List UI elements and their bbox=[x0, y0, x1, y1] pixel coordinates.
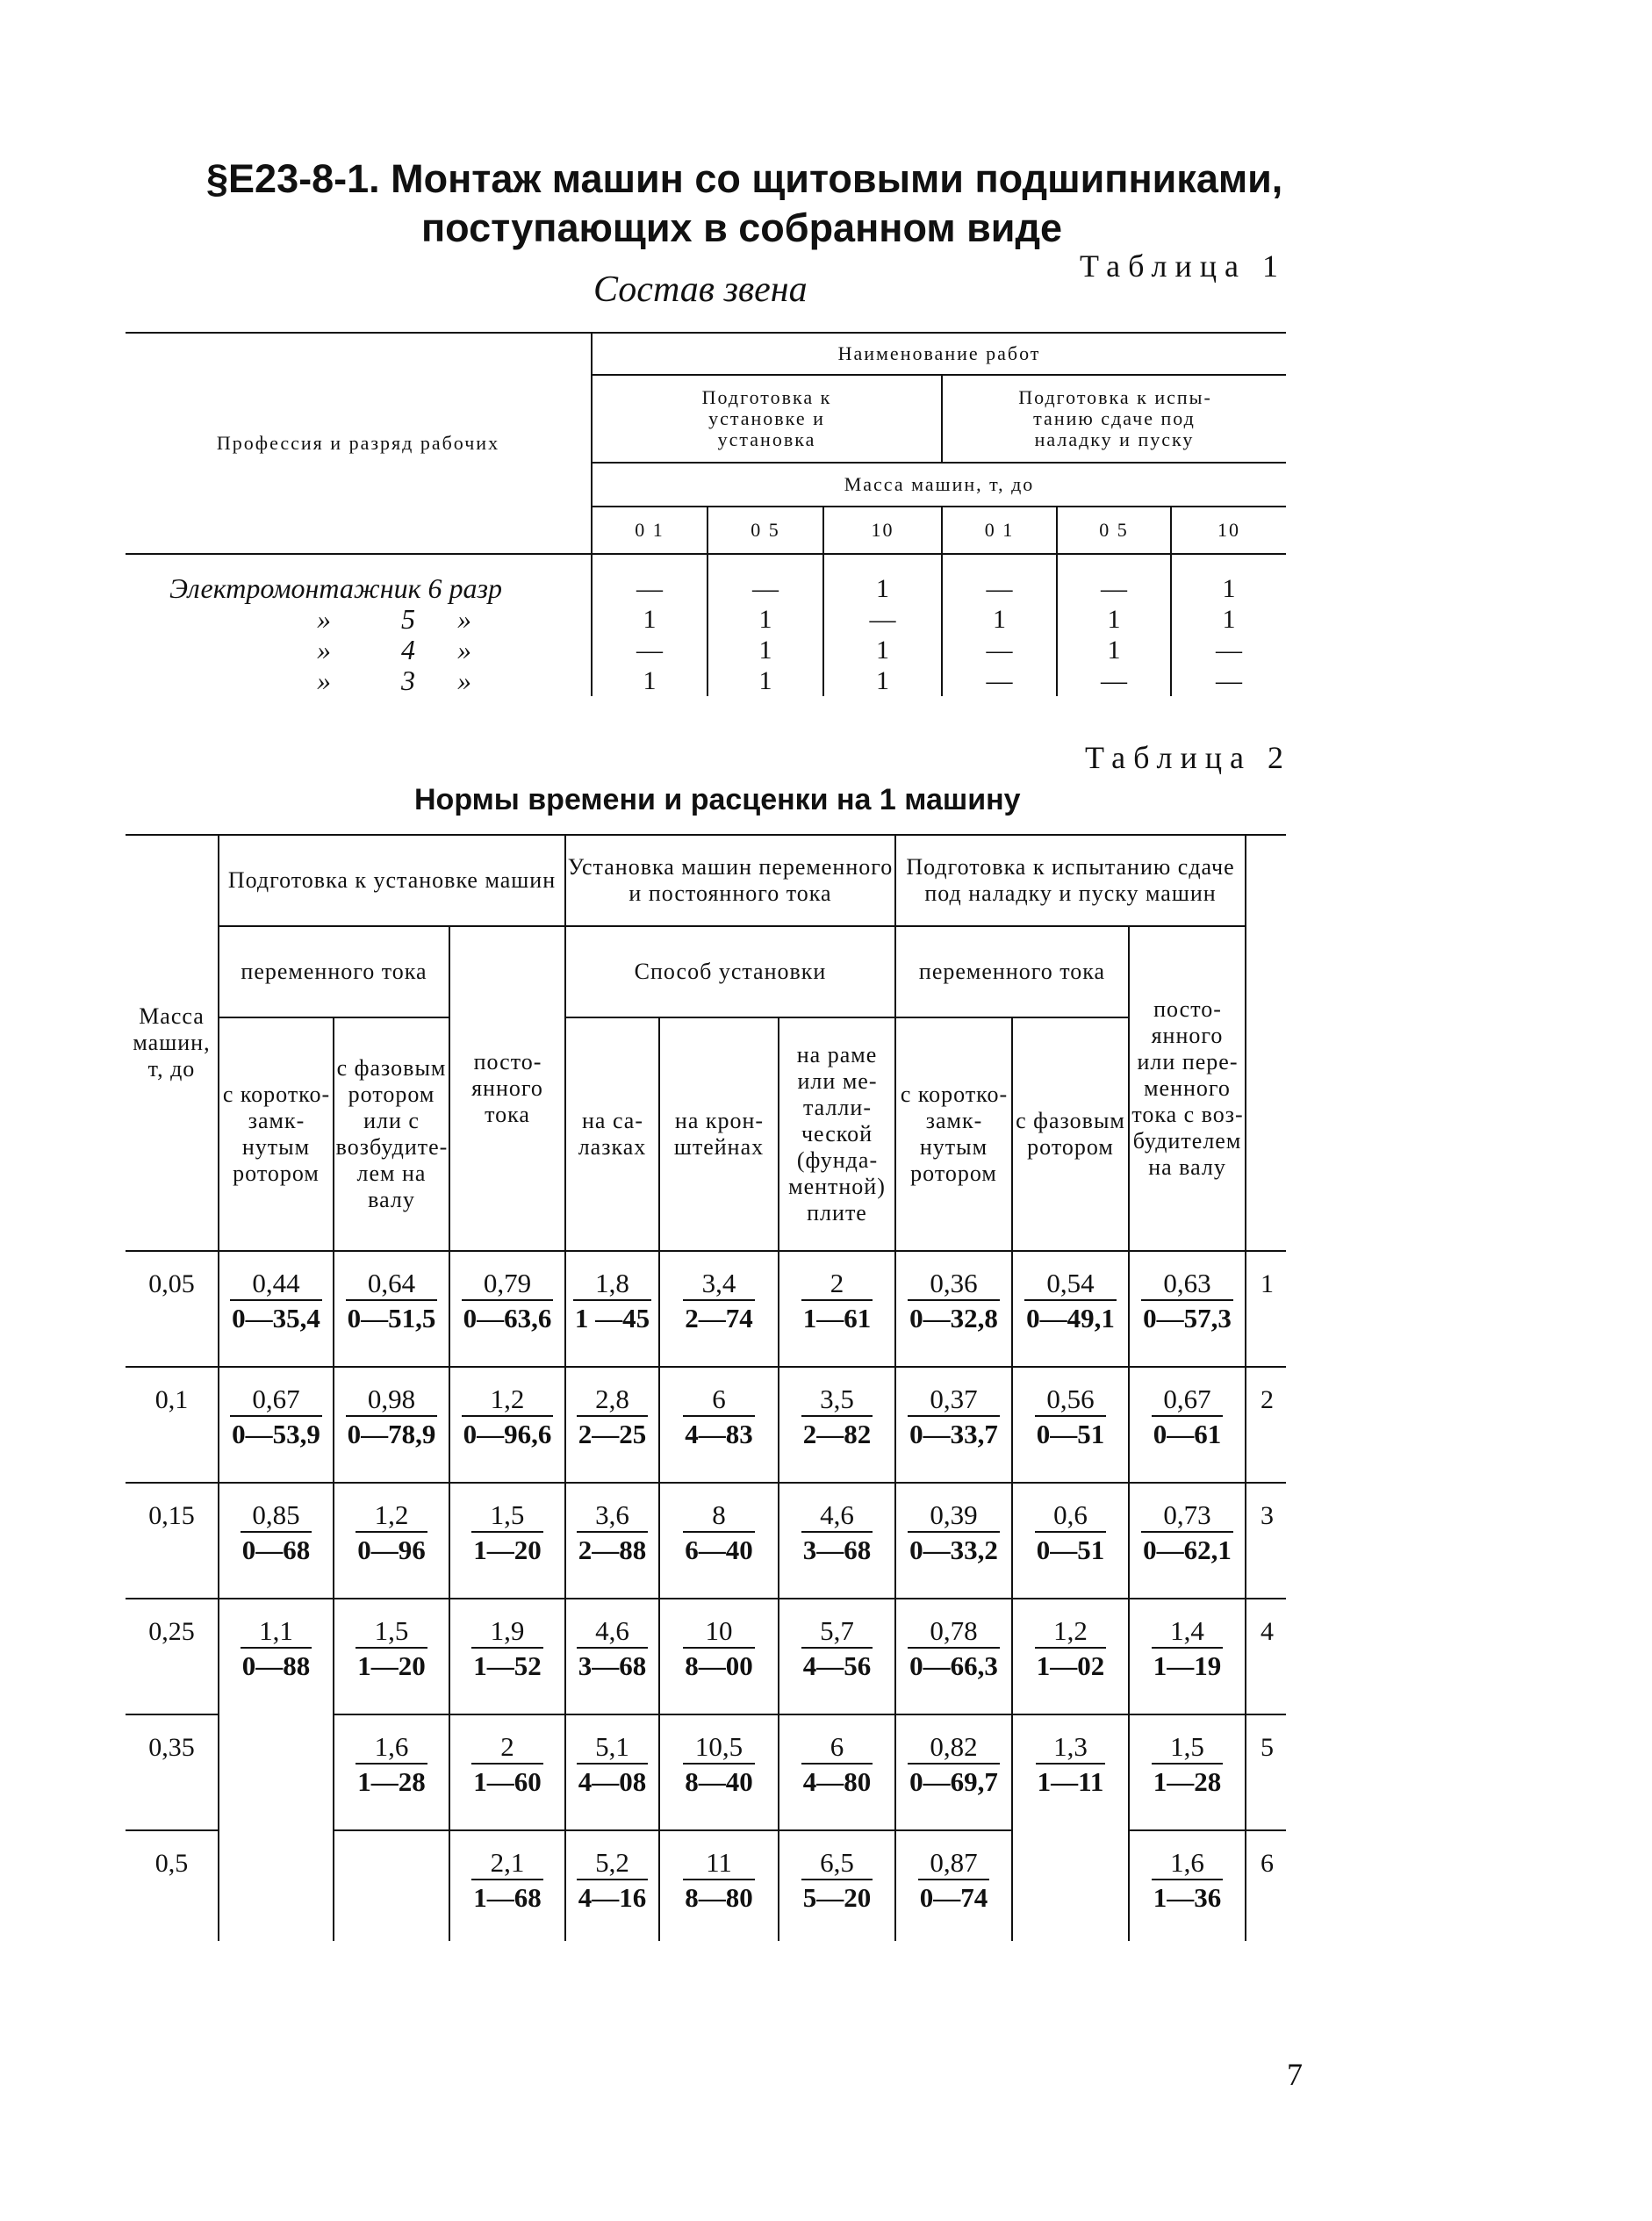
norm-rate bbox=[683, 1268, 755, 1336]
table1-label: Таблица 1 bbox=[1080, 248, 1286, 284]
crew-count: — bbox=[1057, 573, 1171, 604]
norm-rate bbox=[356, 1499, 427, 1568]
table-row bbox=[126, 1367, 1286, 1483]
rate: 0—74 bbox=[919, 1882, 988, 1913]
rate: 0—69,7 bbox=[909, 1766, 998, 1797]
time-norm: 0,54 bbox=[1024, 1268, 1117, 1301]
time-norm: 8 bbox=[683, 1499, 755, 1533]
crew-count: 1 bbox=[592, 604, 707, 635]
rate: 1—02 bbox=[1036, 1650, 1105, 1681]
crew-count: — bbox=[1171, 665, 1286, 696]
norm-rate bbox=[577, 1384, 649, 1452]
rate: 0—66,3 bbox=[909, 1650, 998, 1681]
crew-count: 1 bbox=[942, 604, 1057, 635]
rate: 0—51 bbox=[1036, 1419, 1105, 1449]
time-norm: 0,73 bbox=[1141, 1499, 1233, 1533]
rate: 1—68 bbox=[473, 1882, 542, 1913]
skids-header: на салазках bbox=[565, 1017, 659, 1251]
group-prep-test-header: Подготовка к испытанию сдаче под наладку и пуску bbox=[942, 375, 1286, 463]
rate: 4—16 bbox=[578, 1882, 647, 1913]
phase-rotor-exciter-header: с фазовым ротором или с возбудителем на валу bbox=[334, 1017, 449, 1251]
norm-rate bbox=[356, 1615, 427, 1684]
time-norm: 1,2 bbox=[462, 1384, 554, 1417]
rate: 0—49,1 bbox=[1026, 1303, 1115, 1333]
crew-count: — bbox=[592, 573, 707, 604]
time-norm: 0,36 bbox=[908, 1268, 1000, 1301]
norm-rate bbox=[462, 1268, 554, 1336]
norm-rate bbox=[1035, 1384, 1107, 1452]
rate: 1—52 bbox=[473, 1650, 542, 1681]
group-prep-install-header: Подготовка к установке и установка bbox=[592, 375, 942, 463]
time-norm: 1,5 bbox=[356, 1615, 427, 1649]
time-norm: 0,37 bbox=[908, 1384, 1000, 1417]
rate: 2—25 bbox=[578, 1419, 647, 1449]
time-norm: 1,6 bbox=[356, 1731, 427, 1765]
time-norm: 0,85 bbox=[241, 1499, 312, 1533]
time-norm: 4,6 bbox=[577, 1615, 649, 1649]
time-norm: 1,5 bbox=[471, 1499, 543, 1533]
rate: 1—60 bbox=[473, 1766, 542, 1797]
norm-rate bbox=[908, 1384, 1000, 1452]
time-norm: 5,1 bbox=[577, 1731, 649, 1765]
mass-value: 0,05 bbox=[126, 1251, 219, 1367]
time-norm: 0,67 bbox=[1152, 1384, 1224, 1417]
time-norm: 2 bbox=[801, 1268, 873, 1301]
prep-test-header: Подготовка к испытанию сдаче под наладку и пуску машин bbox=[895, 835, 1246, 926]
norm-rate bbox=[577, 1731, 649, 1800]
crew-count: 1 bbox=[1057, 635, 1171, 665]
crew-count: — bbox=[1057, 665, 1171, 696]
row-number: 1 bbox=[1246, 1251, 1286, 1367]
rate: 0—63,6 bbox=[463, 1303, 552, 1333]
table-row bbox=[126, 1251, 1286, 1367]
norm-rate bbox=[683, 1499, 755, 1568]
norm-rate bbox=[801, 1499, 873, 1568]
crew-count: 1 bbox=[707, 635, 823, 665]
norm-rate bbox=[1141, 1268, 1233, 1336]
norm-rate bbox=[908, 1615, 1000, 1684]
time-norm: 0,67 bbox=[230, 1384, 322, 1417]
time-norm: 1,6 bbox=[1152, 1847, 1224, 1880]
time-norm: 6 bbox=[683, 1384, 755, 1417]
norm-rate bbox=[573, 1268, 651, 1336]
phase-rotor-header: с фазовым ротором bbox=[1012, 1017, 1129, 1251]
norm-rate bbox=[801, 1268, 873, 1336]
time-norm: 1,5 bbox=[1152, 1731, 1224, 1765]
row-number: 5 bbox=[1246, 1714, 1286, 1830]
time-norm: 6 bbox=[801, 1731, 873, 1765]
norm-rate bbox=[241, 1615, 312, 1684]
norm-rate bbox=[471, 1731, 543, 1800]
norm-rate bbox=[1035, 1615, 1107, 1684]
table1-caption: Состав звена bbox=[593, 270, 808, 310]
norm-rate bbox=[918, 1847, 990, 1916]
row-number: 2 bbox=[1246, 1367, 1286, 1483]
profession-cell: » 5 » bbox=[317, 603, 471, 635]
crew-row bbox=[126, 665, 1286, 696]
table2-caption: Нормы времени и расценки на 1 машину bbox=[414, 783, 1021, 816]
rate: 3—68 bbox=[802, 1535, 872, 1565]
rate: 0—51 bbox=[1036, 1535, 1105, 1565]
time-norm: 0,6 bbox=[1035, 1499, 1107, 1533]
rate: 4—56 bbox=[802, 1650, 872, 1681]
crew-count: 1 bbox=[1171, 604, 1286, 635]
profession-cell: » 4 » bbox=[317, 634, 471, 665]
time-norm: 5,2 bbox=[577, 1847, 649, 1880]
time-norm: 0,79 bbox=[462, 1268, 554, 1301]
mass-value: 0,5 bbox=[154, 1849, 189, 1878]
profession-header: Профессия и разряд рабочих bbox=[126, 333, 592, 554]
time-norm: 1,1 bbox=[241, 1615, 312, 1649]
rate: 8—80 bbox=[685, 1882, 753, 1913]
rate: 3—68 bbox=[578, 1650, 647, 1681]
norm-rate bbox=[1152, 1384, 1224, 1452]
time-norm: 0,98 bbox=[346, 1384, 438, 1417]
norm-rate bbox=[801, 1615, 873, 1684]
rate: 0—32,8 bbox=[909, 1303, 998, 1333]
squirrel-cage-header: с короткозамкнутым ротором bbox=[219, 1017, 334, 1251]
rate: 1—28 bbox=[357, 1766, 426, 1797]
mass-value: 0,25 bbox=[126, 1599, 219, 1714]
install-header: Установка машин переменного и постоянного тока bbox=[565, 835, 895, 926]
crew-count: 1 bbox=[707, 604, 823, 635]
rate: 0—35,4 bbox=[232, 1303, 320, 1333]
time-norm: 2,8 bbox=[577, 1384, 649, 1417]
time-norm: 0,44 bbox=[230, 1268, 322, 1301]
rate: 1—20 bbox=[473, 1535, 542, 1565]
table-row bbox=[126, 1830, 1286, 1941]
row-number: 4 bbox=[1246, 1599, 1286, 1714]
mass-value: 0,35 bbox=[126, 1714, 219, 1830]
time-norm: 11 bbox=[683, 1847, 755, 1880]
time-norm: 1,9 bbox=[471, 1615, 543, 1649]
norm-rate bbox=[1035, 1499, 1107, 1568]
profession-cell: Электромонтажник 6 разр bbox=[169, 572, 503, 604]
time-norm: 1,8 bbox=[573, 1268, 651, 1301]
rate: 2—88 bbox=[578, 1535, 647, 1565]
norms-table bbox=[126, 834, 1286, 1941]
norm-rate bbox=[577, 1615, 649, 1684]
norm-rate bbox=[1024, 1268, 1117, 1336]
crew-row bbox=[126, 573, 1286, 604]
time-norm: 1,3 bbox=[1036, 1731, 1106, 1765]
crew-count: — bbox=[823, 604, 942, 635]
time-norm: 4,6 bbox=[801, 1499, 873, 1533]
mass-col-header: 0 1 bbox=[942, 507, 1057, 554]
ac-header: переменного тока bbox=[219, 926, 449, 1017]
time-norm: 0,56 bbox=[1035, 1384, 1107, 1417]
time-norm: 10,5 bbox=[683, 1731, 755, 1765]
rate: 0—62,1 bbox=[1143, 1535, 1232, 1565]
norm-rate bbox=[1152, 1847, 1224, 1916]
row-number: 3 bbox=[1246, 1483, 1286, 1599]
norm-rate bbox=[683, 1847, 755, 1916]
rate: 0—96 bbox=[357, 1535, 426, 1565]
norm-rate bbox=[230, 1384, 322, 1452]
norm-rate bbox=[908, 1499, 1000, 1568]
rate: 2—74 bbox=[685, 1303, 753, 1333]
rate: 0—57,3 bbox=[1143, 1303, 1232, 1333]
profession-cell: » 3 » bbox=[317, 665, 471, 696]
norm-rate bbox=[801, 1847, 873, 1916]
norm-rate bbox=[462, 1384, 554, 1452]
norm-rate bbox=[908, 1731, 1000, 1800]
mass-col-header: 0 5 bbox=[707, 507, 823, 554]
crew-count: — bbox=[942, 635, 1057, 665]
table2-label: Таблица 2 bbox=[1085, 740, 1291, 775]
time-norm: 3,4 bbox=[683, 1268, 755, 1301]
norm-rate bbox=[1152, 1615, 1224, 1684]
crew-count: — bbox=[942, 573, 1057, 604]
time-norm: 5,7 bbox=[801, 1615, 873, 1649]
rate: 8—40 bbox=[685, 1766, 753, 1797]
crew-count: — bbox=[592, 635, 707, 665]
section-title-line-1: §Е23-8-1. Монтаж машин со щитовыми подшипниками, bbox=[206, 156, 1283, 201]
rate: 5—20 bbox=[802, 1882, 872, 1913]
rate: 1 —45 bbox=[574, 1303, 650, 1333]
time-norm: 1,2 bbox=[1035, 1615, 1107, 1649]
time-norm: 2,1 bbox=[471, 1847, 543, 1880]
section-title bbox=[206, 155, 1347, 253]
crew-count: — bbox=[942, 665, 1057, 696]
time-norm: 0,64 bbox=[346, 1268, 438, 1301]
crew-count: — bbox=[1171, 635, 1286, 665]
rate: 1—36 bbox=[1153, 1882, 1222, 1913]
page-number: 7 bbox=[1287, 2057, 1303, 2092]
section-title-line-2: поступающих в собранном виде bbox=[421, 205, 1063, 250]
crew-count: 1 bbox=[592, 665, 707, 696]
time-norm: 1,2 bbox=[356, 1499, 427, 1533]
rate: 1—19 bbox=[1153, 1650, 1222, 1681]
rate: 1—28 bbox=[1153, 1766, 1222, 1797]
mass-value: 0,1 bbox=[126, 1367, 219, 1483]
squirrel-cage2-header: с короткозамкнутым ротором bbox=[895, 1017, 1012, 1251]
mass-header: Масса машин, т, до bbox=[126, 835, 219, 1251]
crew-row bbox=[126, 604, 1286, 635]
rate: 0—53,9 bbox=[232, 1419, 320, 1449]
rate: 0—68 bbox=[241, 1535, 311, 1565]
rate: 0—96,6 bbox=[463, 1419, 552, 1449]
norm-rate bbox=[683, 1731, 755, 1800]
norm-rate bbox=[801, 1384, 873, 1452]
crew-count: 1 bbox=[1171, 573, 1286, 604]
rate: 6—40 bbox=[685, 1535, 753, 1565]
table-row bbox=[126, 1599, 1286, 1714]
rate: 2—82 bbox=[802, 1419, 872, 1449]
norm-rate bbox=[801, 1731, 873, 1800]
table-row bbox=[126, 1714, 1286, 1830]
time-norm: 2 bbox=[471, 1731, 543, 1765]
rate: 0—51,5 bbox=[347, 1303, 436, 1333]
mass-col-header: 0 5 bbox=[1057, 507, 1171, 554]
rate: 1—11 bbox=[1037, 1766, 1104, 1797]
norm-rate bbox=[577, 1499, 649, 1568]
crew-count: 1 bbox=[823, 665, 942, 696]
norm-rate bbox=[346, 1384, 438, 1452]
norm-rate bbox=[241, 1499, 312, 1568]
mass-col-header: 0 1 bbox=[592, 507, 707, 554]
rate: 8—00 bbox=[685, 1650, 753, 1681]
prep-install-header: Подготовка к установке машин bbox=[219, 835, 565, 926]
rate: 0—78,9 bbox=[347, 1419, 436, 1449]
mass-header: Масса машин, т, до bbox=[592, 463, 1286, 507]
time-norm: 3,6 bbox=[577, 1499, 649, 1533]
rate: 0—33,2 bbox=[909, 1535, 998, 1565]
crew-count: — bbox=[707, 573, 823, 604]
crew-count: 1 bbox=[823, 573, 942, 604]
norm-rate bbox=[683, 1615, 755, 1684]
mass-value: 0,15 bbox=[126, 1483, 219, 1599]
rate: 0—33,7 bbox=[909, 1419, 998, 1449]
norm-rate bbox=[1152, 1731, 1224, 1800]
norm-rate bbox=[471, 1615, 543, 1684]
time-norm: 0,87 bbox=[918, 1847, 990, 1880]
time-norm: 0,78 bbox=[908, 1615, 1000, 1649]
crew-count: 1 bbox=[707, 665, 823, 696]
brackets-header: на кронштейнах bbox=[659, 1017, 779, 1251]
works-header: Наименование работ bbox=[592, 333, 1286, 375]
frame-plate-header: на раме или металлической (фундаментной) плите bbox=[779, 1017, 895, 1251]
norm-rate bbox=[577, 1847, 649, 1916]
rate: 4—08 bbox=[578, 1766, 647, 1797]
norm-rate bbox=[1141, 1499, 1233, 1568]
norm-rate bbox=[471, 1499, 543, 1568]
time-norm: 1,4 bbox=[1152, 1615, 1224, 1649]
time-norm: 10 bbox=[683, 1615, 755, 1649]
crew-table bbox=[126, 332, 1286, 696]
norm-rate bbox=[1036, 1731, 1106, 1800]
crew-count: 1 bbox=[1057, 604, 1171, 635]
rate: 1—20 bbox=[357, 1650, 426, 1681]
mass-col-header: 10 bbox=[823, 507, 942, 554]
norm-rate bbox=[230, 1268, 322, 1336]
rate: 0—88 bbox=[241, 1650, 311, 1681]
ac2-header: переменного тока bbox=[895, 926, 1129, 1017]
time-norm: 0,63 bbox=[1141, 1268, 1233, 1301]
mass-col-header: 10 bbox=[1171, 507, 1286, 554]
crew-row bbox=[126, 635, 1286, 665]
rate: 0—61 bbox=[1153, 1419, 1222, 1449]
table-row bbox=[126, 1483, 1286, 1599]
rate: 4—80 bbox=[802, 1766, 872, 1797]
norm-rate bbox=[683, 1384, 755, 1452]
norm-rate bbox=[471, 1847, 543, 1916]
time-norm: 0,39 bbox=[908, 1499, 1000, 1533]
norm-rate bbox=[908, 1268, 1000, 1336]
rate: 1—61 bbox=[802, 1303, 872, 1333]
time-norm: 6,5 bbox=[801, 1847, 873, 1880]
time-norm: 0,82 bbox=[908, 1731, 1000, 1765]
dc-header: постоянного тока bbox=[449, 926, 565, 1251]
method-header: Способ установки bbox=[565, 926, 895, 1017]
row-number: 6 bbox=[1261, 1849, 1275, 1878]
crew-count: 1 bbox=[823, 635, 942, 665]
dc-or-ac-header: постоянного или переменного тока с возбудителем на валу bbox=[1129, 926, 1246, 1251]
norm-rate bbox=[346, 1268, 438, 1336]
rate: 4—83 bbox=[685, 1419, 753, 1449]
time-norm: 3,5 bbox=[801, 1384, 873, 1417]
norm-rate bbox=[356, 1731, 427, 1800]
